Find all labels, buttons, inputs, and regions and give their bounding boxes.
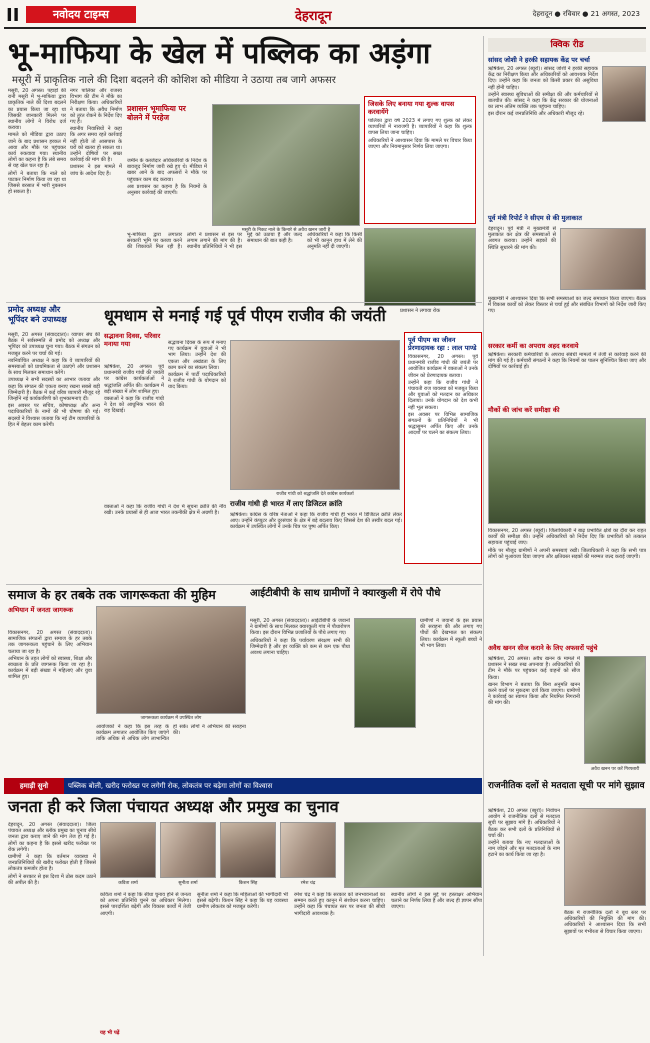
lead-col-4: भू-माफिया द्वारा लगातार सरकारी भूमि पर कब्जा करने की शिकायतें मिल रही हैं। लोगों ने प्रशासन से इस पर लगाम लगाने की मांग की है। स्थानीय प्रतिनिधियों ने भी इस मुद्दे को उठाया है और जल्द समाधान की बात कही है। अधिकारियों ने कहा कि किसी को भी कानून हाथ में लेने की अनुमति नहीं दी जाएगी। — [127, 232, 362, 251]
bottom-side-headline: राजनीतिक दलों से मतदाता सूची पर मांगे सुझाव — [488, 781, 645, 791]
lead-col-2: नगर पालिका और राजस्व विभाग की टीम ने मौके का निरीक्षण किया। अधिकारियों ने बताया कि अवैध निर्माण को तुरंत रोकने के निर्देश दिए गए हैं। स्थानीय निवासियों ने कहा कि अगर समय रहते कार्रवाई नहीं होती तो आसपास के घरों को खतरा हो सकता था। उन्होंने दोषियों पर सख्त कार्रवाई की मांग की है। प्रशासन ने इस मामले में जांच के आदेश दिए हैं। — [70, 88, 122, 177]
lead-headline: भू-माफिया के खेल में पब्लिक का अड़ंगा — [8, 36, 431, 70]
quick-read-title: क्विक रीड — [550, 40, 584, 50]
right-story3-head: सरकार कर्मी का अपराध अहद करवाये — [488, 342, 579, 350]
second-col-2: सद्भावना दिवस के रूप में मनाए गए कार्यक्रम में युवाओं ने भी भाग लिया। उन्होंने देश की एकता और अखंडता के लिए काम करने का संकल्प लिया। कार्यक्रम में पार्टी पदाधिकारियों ने राजीव गांधी के योगदान को याद किया। — [168, 340, 226, 391]
lead-col-3: जमीन के कब्जेदार अधिकारियों के निर्देश के बावजूद निर्माण जारी रखे हुए थे। मीडिया में खबर आने के बाद अफसरों ने मौके पर पहुंचकर काम बंद कराया। अब प्रशासन का कहना है कि नियमों के अनुसार कार्रवाई की जाएगी। — [127, 158, 207, 197]
second-col-1: ऋषिकेश, 20 अगस्त। पूर्व प्रधानमंत्री राजीव गांधी की जयंती पर कांग्रेस कार्यकर्ताओं ने श्रद्धांजलि अर्पित की। कार्यक्रम में बड़ी संख्या में लोग शामिल हुए। वक्ताओं ने कहा कि राजीव गांधी ने देश को आधुनिक भारत की राह दिखाई। — [104, 364, 164, 415]
bottom-strip-text: पब्लिक बोली, खरीद फरोख्त पर लगेगी रोक, लोकतंत्र पर बढ़ेगा लोगों का विश्वास — [68, 782, 273, 790]
right-story5-text: ऋषिकेश, 20 अगस्त। अवैध खनन के मामले में प्रशासन ने सख्त रुख अपनाया है। अधिकारियों की टीम ने मौके पर पहुंचकर कई वाहनों को सीज किया। खनन विभाग ने बताया कि बिना अनुमति खनन करने वालों पर मुकदमा दर्ज किया जाएगा। ग्रामीणों ने कार्रवाई का स्वागत किया और नियमित निगरानी की मांग की। — [488, 656, 580, 707]
second-photo-caption: राजीव गांधी को श्रद्धांजलि देते कांग्रेस कार्यकर्ता — [276, 492, 354, 497]
right-photo-2 — [560, 228, 646, 290]
bottom-note: यह भी पढ़ें — [100, 1030, 120, 1036]
bottom-photo-right — [344, 822, 482, 888]
lead-photo — [212, 104, 360, 226]
third-kicker: अभियान में जनता जागरूक — [8, 606, 73, 614]
portrait-2-name: सुनीता शर्मा — [178, 881, 198, 886]
right-story4-head: मौकों की जांच करें समीक्षा की — [488, 406, 560, 414]
right-story2-head: पूर्व मंत्री रिपोर्ट ने सीएम से की मुलाकात — [488, 214, 582, 222]
lead-photo-caption: मसूरी के निकट नाले के किनारे से अवैध खनन जारी है — [241, 228, 331, 233]
third-headline: समाज के हर तबके तक जागरूकता की मुहिम — [8, 587, 216, 602]
lead-ticker: प्रशासन ने लगाया रोक — [399, 308, 441, 314]
bottom-headline: जनता ही करे जिला पंचायत अध्यक्ष और प्रमुख का चुनाव — [8, 797, 339, 816]
left-story-head: प्रमोद अध्यक्ष और भूपिंदर बने उपाध्यक्ष — [8, 305, 67, 324]
portrait-4 — [280, 822, 336, 878]
portrait-2 — [160, 822, 216, 878]
paper-name: नवोदय टाइम्स — [26, 6, 136, 23]
right-story4-text: विकासनगर, 20 अगस्त (ब्यूरो)। जिलाधिकारी ने बाढ़ प्रभावित क्षेत्रों का दौरा कर राहत कार्यों की समीक्षा की। उन्होंने अधिकारियों को निर्देश दिए कि प्रभावितों को तत्काल सहायता पहुंचाई जाए। मौके पर मौजूद ग्रामीणों ने अपनी समस्याएं रखीं। जिलाधिकारी ने कहा कि सभी पात्र लोगों को मुआवजा दिया जाएगा और क्षतिग्रस्त सड़कों की मरम्मत जल्द कराई जाएगी। — [488, 528, 646, 560]
second-boxed-title: पूर्व पीएम का जीवन प्रेरणादायक रहा : लाल पाण्डे — [408, 336, 477, 352]
right-story1-head: सांसद जोशी ने हरकी सहायक केंद्र पर चर्चा — [488, 56, 590, 64]
right-story2-text-b: मुख्यमंत्री ने आश्वासन दिया कि सभी समस्याओं का जल्द समाधान किया जाएगा। बैठक में विकास कार्यों को लेकर विस्तार से चर्चा हुई और संबंधित विभागों को निर्देश जारी किए गए। — [488, 296, 646, 315]
bottom-col-1: देहरादून, 20 अगस्त (संवाददाता)। जिला पंचायत अध्यक्ष और ब्लॉक प्रमुख का चुनाव सीधे जनता द्वारा कराए जाने की मांग तेज हो गई है। लोगों का कहना है कि इससे खरीद फरोख्त पर रोक लगेगी। ग्रामीणों ने कहा कि वर्तमान व्यवस्था में जनप्रतिनिधियों की खरीद फरोख्त होती है जिससे लोकतंत्र कमजोर होता है। लोगों ने सरकार से इस दिशा में ठोस कदम उठाने की अपील की है। — [8, 822, 96, 886]
second-boxed — [404, 332, 482, 564]
right-story5-head: अवैध खनन सीज कराने के लिए अफसरों पहुंचे — [488, 644, 598, 652]
right-story2-text: देहरादून। पूर्व मंत्री ने मुख्यमंत्री से मुलाकात कर क्षेत्र की समस्याओं से अवगत कराया। उन्होंने सड़कों की स्थिति सुधारने की मांग की। — [488, 226, 556, 251]
second-photo — [230, 340, 400, 490]
second-col-3: वक्ताओं ने कहा कि राजीव गांधी ने देश में सूचना क्रांति की नींव रखी। उनके प्रयासों से ही आज भारत तकनीकी क्षेत्र में अग्रणी है। — [104, 504, 226, 517]
portrait-4-name: रमेश चंद्र — [300, 881, 316, 886]
portrait-3-name: किशन सिंह — [238, 881, 258, 886]
third-headline-2: आईटीबीपी के साथ ग्रामीणों ने क्यारकुली में रोपे पौधे — [250, 588, 441, 599]
third-photo-2 — [354, 618, 416, 728]
second-boxed-text: विकासनगर, 20 अगस्त। पूर्व प्रधानमंत्री राजीव गांधी की जयंती पर आयोजित कार्यक्रम में वक्ताओं ने उनके जीवन को प्रेरणादायक बताया। उन्होंने कहा कि राजीव गांधी ने पंचायती राज व्यवस्था को मजबूत किया और युवाओं को मतदान का अधिकार दिलाया। उनके योगदान को देश कभी नहीं भूल सकता। इस अवसर पर विभिन्न सामाजिक संगठनों के प्रतिनिधियों ने भी श्रद्धासुमन अर्पित किए और उनके आदर्शों पर चलने का संकल्प लिया। — [408, 354, 478, 437]
page-number: II — [6, 5, 20, 26]
bottom-col-2: कविता शर्मा ने कहा कि सीधा चुनाव होने से जनता को अपना प्रतिनिधि चुनने का अधिकार मिलेगा। इससे पारदर्शिता बढ़ेगी और विकास कार्यों में तेजी आएगी। सुनीता शर्मा ने कहा कि महिलाओं की भागीदारी भी इससे बढ़ेगी। किशन सिंह ने कहा कि यह व्यवस्था ग्रामीण लोकतंत्र को मजबूत करेगी। रमेश चंद्र ने कहा कि सरकार को जनभावनाओं का सम्मान करते हुए कानून में संशोधन करना चाहिए। उन्होंने कहा कि पंचायत स्तर पर जनता की सीधी भागीदारी आवश्यक है। स्थानीय लोगों ने इस मुद्दे पर हस्ताक्षर अभियान चलाने का निर्णय लिया है और जल्द ही ज्ञापन सौंपा जाएगा। — [100, 892, 482, 917]
bottom-strip — [4, 778, 482, 794]
left-story-text: मसूरी, 20 अगस्त (संवाददाता)। व्यापार संघ की बैठक में सर्वसम्मति से प्रमोद को अध्यक्ष और भूपिंदर को उपाध्यक्ष चुना गया। बैठक में संगठन को मजबूत करने पर चर्चा की गई। नवनिर्वाचित अध्यक्ष ने कहा कि वे व्यापारियों की समस्याओं को प्राथमिकता से उठाएंगे और प्रशासन के साथ मिलकर समाधान करेंगे। उपाध्यक्ष ने सभी सदस्यों का आभार जताया और कहा कि संगठन की एकता बनाए रखना सबसे बड़ी जिम्मेदारी है। बैठक में कई वरिष्ठ व्यापारी मौजूद रहे जिन्होंने नई कार्यकारिणी को शुभकामनाएं दीं। इस अवसर पर सचिव, कोषाध्यक्ष और अन्य पदाधिकारियों के नामों की भी घोषणा की गई। सदस्यों ने विश्वास जताया कि नई टीम व्यापारियों के हित में बेहतर काम करेगी। — [8, 332, 100, 428]
lead-photo-2 — [364, 228, 476, 306]
second-sub-head: राजीव गांधी ही भारत में लाए डिजिटल क्रांति — [230, 500, 343, 508]
bottom-side-col-2: बैठक में राजनीतिक दलों ने बूथ स्तर पर अधिकारियों की नियुक्ति की मांग की। अधिकारियों ने आश्वासन दिया कि सभी सुझावों पर गंभीरता से विचार किया जाएगा। — [564, 910, 646, 935]
third-col-4: ग्रामीणों ने जवानों के इस प्रयास की सराहना की और लगाए गए पौधों की देखभाल का संकल्प लिया। कार्यक्रम में स्कूली बच्चों ने भी भाग लिया। — [420, 618, 482, 649]
second-kicker: सद्भावना दिवस, परिवार मनाया गया — [104, 332, 161, 348]
right-portrait-1 — [602, 66, 646, 122]
edition-name: देहरादून — [295, 9, 332, 24]
second-headline: धूमधाम से मनाई गई पूर्व पीएम राजीव की जयंती — [104, 306, 386, 325]
portrait-1-name: कविता शर्मा — [118, 881, 138, 886]
third-col-2: आयोजकों ने कहा कि इस तरह के कार्यक्रम लगातार आयोजित किए जाएंगे ताकि अधिक से अधिक लोग लाभान्वित हो सकें। लोगों ने अभियान की सराहना की। — [96, 724, 246, 743]
lead-boxed-title: जिसके लिए बनाया गया शुल्क वापस करवायेंगे — [368, 100, 455, 116]
lead-boxed-text: पालिका द्वारा वर्ष 2023 में लगाए गए शुल्क को लेकर व्यापारियों में नाराजगी है। व्यापारियों ने कहा कि शुल्क वापस लिया जाना चाहिए। अधिकारियों ने आश्वासन दिया कि मामले पर विचार किया जाएगा और नियमानुसार निर्णय लिया जाएगा। — [368, 118, 472, 150]
portrait-1 — [100, 822, 156, 878]
bottom-side-col-1: ऋषिकेश, 20 अगस्त (ब्यूरो)। निर्वाचन आयोग ने राजनीतिक दलों से मतदाता सूची पर सुझाव मांगे हैं। अधिकारियों ने बैठक कर सभी दलों के प्रतिनिधियों से चर्चा की। उन्होंने बताया कि नए मतदाताओं के नाम जोड़ने और मृत मतदाताओं के नाम हटाने का कार्य किया जा रहा है। — [488, 808, 560, 859]
portrait-3 — [220, 822, 276, 878]
right-story6-note: अवैध खनन पर करें गिरफ्तारी — [590, 767, 640, 772]
third-photo — [96, 606, 246, 714]
second-col-4: ऋषिकेश। कांग्रेस के वरिष्ठ नेताओं ने कहा कि राजीव गांधी ही भारत में डिजिटल क्रांति लेकर आए। उन्होंने कंप्यूटर और दूरसंचार के क्षेत्र में बड़े बदलाव किए जिससे देश की तस्वीर बदल गई। कार्यक्रम में उपस्थित लोगों ने उनके चित्र पर पुष्प अर्पित किए। — [230, 512, 402, 531]
right-photo-3 — [488, 418, 646, 524]
right-story1-text: ऋषिकेश, 20 अगस्त (ब्यूरो)। सांसद जोशी ने हरकी सहायक केंद्र का निरीक्षण किया और अधिकारियों को आवश्यक निर्देश दिए। उन्होंने कहा कि जनता को किसी प्रकार की असुविधा नहीं होनी चाहिए। उन्होंने स्वास्थ्य सुविधाओं की समीक्षा की और कर्मचारियों से बातचीत की। सांसद ने कहा कि केंद्र सरकार की योजनाओं का लाभ अंतिम व्यक्ति तक पहुंचना चाहिए। इस दौरान कई जनप्रतिनिधि और अधिकारी मौजूद रहे। — [488, 66, 598, 118]
third-col-3: मसूरी, 20 अगस्त (संवाददाता)। आईटीबीपी के जवानों ने ग्रामीणों के साथ मिलकर क्यारकुली गांव में पौधारोपण किया। इस दौरान विभिन्न प्रजातियों के पौधे लगाए गए। अधिकारियों ने कहा कि पर्यावरण संरक्षण सभी की जिम्मेदारी है और हर व्यक्ति को कम से कम एक पौधा अवश्य लगाना चाहिए। — [250, 618, 350, 657]
lead-subhead: मसूरी में प्राकृतिक नाले की दिशा बदलने की कोशिश को मीडिया ने उठाया तब जागे अफसर — [12, 75, 336, 86]
bottom-portraits — [100, 822, 340, 888]
third-photo-caption: जागरूकता कार्यक्रम में उपस्थित लोग — [140, 716, 202, 721]
masthead — [0, 0, 650, 36]
right-story3-text: ऋषिकेश। सरकारी कर्मचारियों के अपराध संबंधी मामलों में तेजी से कार्रवाई करने की मांग की गई है। कर्मचारी संगठनों ने कहा कि नियमों का पालन सुनिश्चित किया जाए और दोषियों पर कार्रवाई हो। — [488, 352, 646, 371]
bottom-badge: हमाड़ी सुनो — [4, 778, 64, 794]
lead-col-1: मसूरी, 20 अगस्त। पहाड़ों की रानी मसूरी में भू-माफिया द्वारा प्राकृतिक नाले की दिशा बदलने का प्रयास किया जा रहा था जिसकी जानकारी मिलने पर स्थानीय लोगों ने विरोध दर्ज कराया। मामले को मीडिया द्वारा उठाए जाने के बाद प्रशासन हरकत में आया और मौके पर पहुंचकर कार्य रुकवाया गया। स्थानीय लोगों का कहना है कि लंबे समय से यह खेल चल रहा है। लोगों ने बताया कि नाले को पाटकर निर्माण किया जा रहा था जिससे बरसात में भारी नुकसान हो सकता है। — [8, 88, 66, 196]
right-photo-4 — [584, 656, 646, 764]
third-col-1: विकासनगर, 20 अगस्त (संवाददाता)। सामाजिक संगठनों द्वारा समाज के हर तबके तक जागरूकता पहुंचाने के लिए अभियान चलाया जा रहा है। अभियान के तहत लोगों को स्वास्थ्य, शिक्षा और स्वच्छता के प्रति जागरूक किया जा रहा है। कार्यक्रम में बड़ी संख्या में महिलाएं और युवा शामिल हुए। — [8, 630, 92, 681]
bottom-side-photo — [564, 808, 646, 906]
lead-boxed — [364, 96, 476, 224]
lead-side-title: प्रशासन भूमाफिया पर बोलने में परहेज — [127, 104, 186, 122]
quick-read-header — [488, 38, 646, 52]
issue-date: देहरादून ● रविवार ● 21 अगस्त, 2023 — [532, 10, 640, 18]
